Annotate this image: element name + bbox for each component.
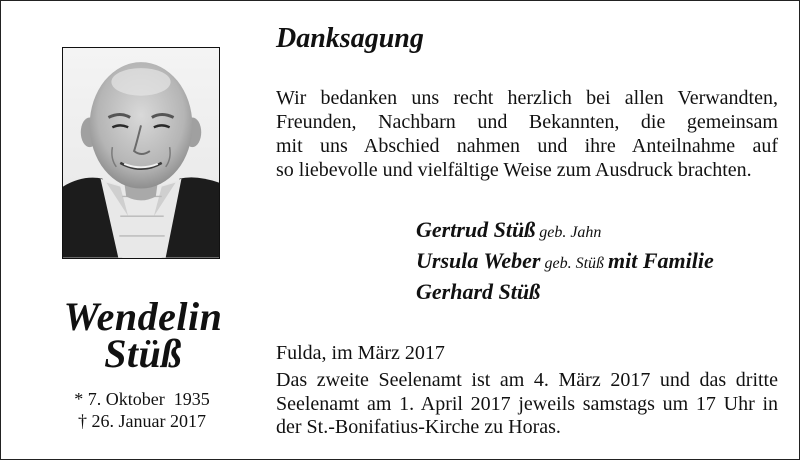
deceased-first-name: Wendelin [63, 294, 223, 339]
signers-list [416, 216, 786, 309]
thanks-line: so liebevolle und vielfältige Weise zum Ausdruck brachten. [276, 159, 752, 181]
signer-name: Gertrud Stüß [416, 217, 536, 242]
notice-line: Seelenamt am 1. April 2017 jeweils samstags um 17 Uhr in [276, 392, 778, 415]
death-date: † 26. Januar 2017 [78, 411, 206, 431]
signer-entry [416, 247, 786, 278]
place-date: Fulda, im März 2017 [276, 342, 445, 364]
signer-maiden-name: geb. Jahn [539, 224, 602, 241]
thanks-line: Wir bedanken uns recht herzlich bei allen Verwandten, [276, 87, 778, 109]
signer-name: Gerhard Stüß [416, 279, 541, 304]
deceased-last-name: Stüß [104, 331, 182, 376]
birth-date: * 7. Oktober 1935 [74, 389, 210, 409]
thanks-text [276, 86, 778, 182]
page-title: Danksagung [276, 23, 424, 54]
portrait-photo [62, 47, 220, 259]
signer-maiden-name: geb. Stüß [544, 255, 605, 272]
thanks-line: mit uns Abschied nahmen und ihre Anteilnahme auf [276, 135, 778, 157]
signer-entry [416, 216, 786, 247]
thanks-line: Freunden, Nachbarn und Bekannten, die gemeinsam [276, 111, 778, 133]
notice-line: der St.-Bonifatius-Kirche zu Horas. [276, 416, 561, 438]
signer-entry [416, 278, 786, 309]
signer-suffix: mit Familie [608, 248, 714, 273]
notice-line: Das zweite Seelenamt ist am 4. März 2017 und das dritte [276, 369, 778, 391]
signer-name: Ursula Weber [416, 248, 541, 273]
mass-notice [276, 369, 778, 440]
